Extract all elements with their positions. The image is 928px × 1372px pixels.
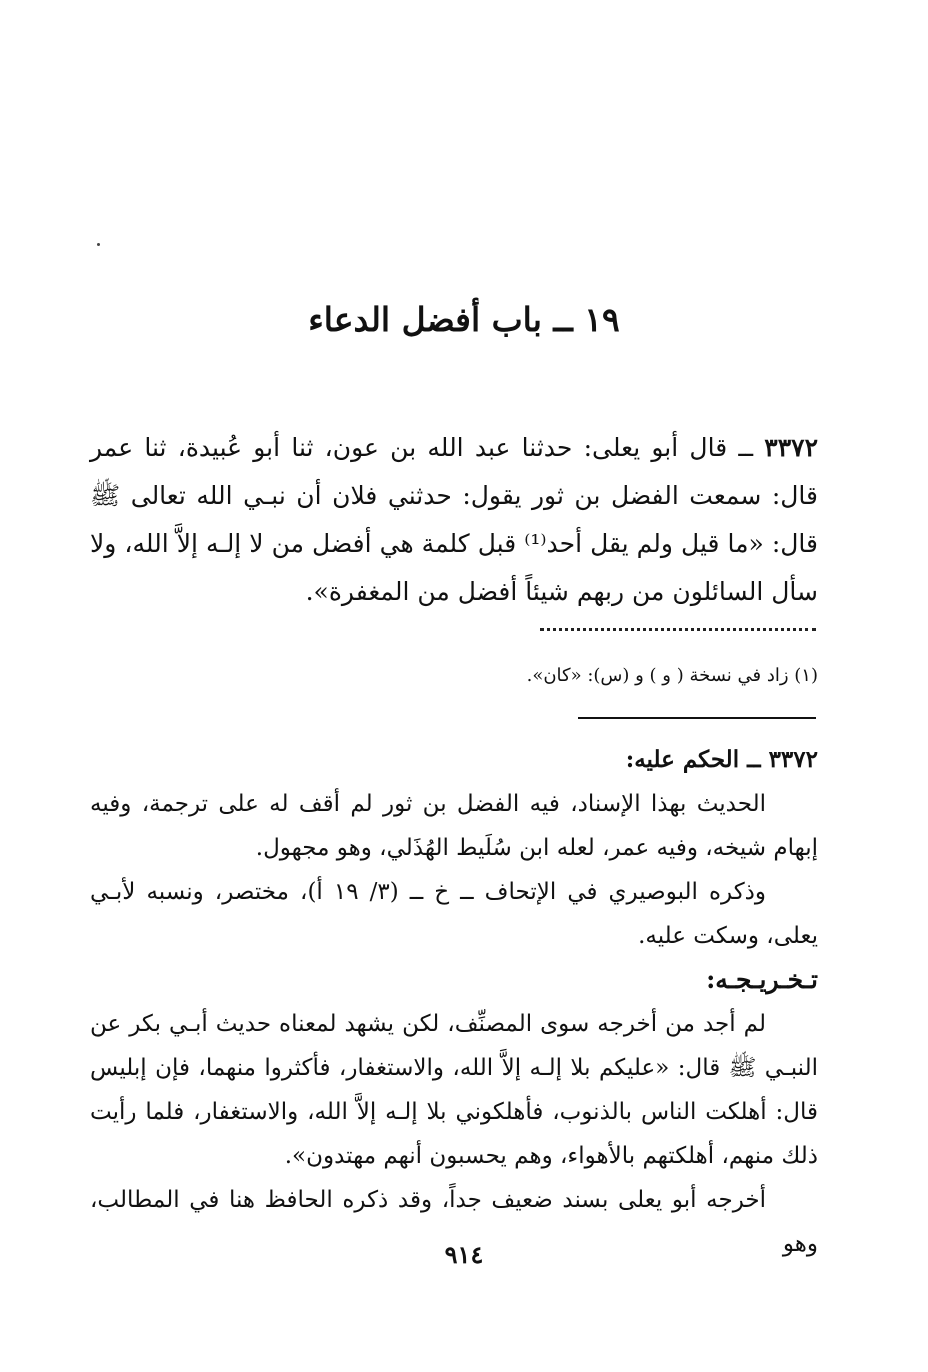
scan-speck: [97, 243, 100, 246]
hadith-body: ــ قال أبو يعلى: حدثنا عبد الله بن عون، ثنا أبو عُبيدة، ثنا عمر قال: سمعت الفضل بن ثور يقول: حدثني فلان أن نبـي الله تعالى ﷺ قال: «ما قيل ولم يقل أحد⁽¹⁾ قبل كلمة هي أفضل من لا إلـه إلاَّ الله، ولا سأل السائلون من ربهم شيئاً أفضل من المغفرة».: [90, 433, 818, 606]
judgement-heading: ٣٣٧٢ ــ الحكم عليه:: [625, 746, 818, 773]
takhrij-paragraph: أخرجه أبو يعلى بسند ضعيف جداً، وقد ذكره الحافظ هنا في المطالب، وهو: [90, 1187, 818, 1257]
chapter-title: ١٩ ــ باب أفضل الدعاء: [308, 300, 620, 339]
hadith-text: [90, 424, 818, 616]
footnote: (١) زاد في نسخة ( و ) و (س): «كان».: [526, 665, 818, 686]
commentary-section: [90, 738, 818, 1266]
takhrij-heading: تـخـريـجـه:: [706, 965, 818, 994]
judgement-paragraph: الحديث بهذا الإسناد، فيه الفضل بن ثور لم أقف له على ترجمة، وفيه إبهام شيخه، وفيه عمر، لعله ابن سُلَيط الهُذَلي، وهو مجهول.: [90, 791, 818, 861]
judgement-paragraph: وذكره البوصيري في الإتحاف ــ خ ــ (٣/ ١٩ أ)، مختصر، ونسبه لأبـي يعلى، وسكت عليه.: [90, 879, 818, 949]
section-divider: [578, 717, 816, 719]
page-number: ٩١٤: [444, 1240, 484, 1269]
takhrij-paragraph: لم أجد من أخرجه سوى المصنِّف، لكن يشهد لمعناه حديث أبـي بكر عن النبـي ﷺ قال: «عليكم بلا إلـه إلاَّ الله، والاستغفار، فأكثروا منهما، فإن إبليس قال: أهلكت الناس بالذنوب، فأهلكوني بلا إلـه إلاَّ الله، والاستغفار، فلما رأيت ذلك منهم، أهلكتهم بالأهواء، وهم يحسبون أنهم مهتدون».: [90, 1011, 818, 1169]
hadith-number: ٣٣٧٢: [764, 433, 818, 462]
footnote-separator: [540, 628, 816, 631]
